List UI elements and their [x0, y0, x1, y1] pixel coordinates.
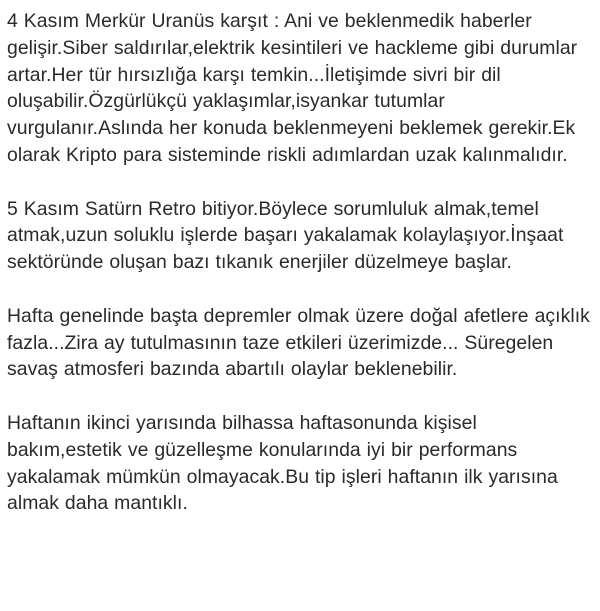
paragraph-haftanin-ikinci-yarisi: Haftanın ikinci yarısında bilhassa haftasonunda kişisel bakım,estetik ve güzelleşme konularında iyi bir performans yakalamak mümkün olmayacak.Bu tip işleri haftanın ilk yarısına almak daha mantıklı.	[7, 411, 558, 515]
paragraph-merkur-uranus: 4 Kasım Merkür Uranüs karşıt : Ani ve beklenmedik haberler gelişir.Siber saldırılar,elektrik kesintileri ve hackleme gibi durumlar artar.Her tür hırsızlığa karşı temkin...İletişimde sivri bir dil oluşabilir.Özgürlükçü yaklaşımlar,isyankar tutumlar vurgulanır.Aslında her konuda beklenmeyeni beklemek gerekir.Ek olarak Kripto para sisteminde riskli adımlardan uzak kalınmalıdır.	[7, 10, 578, 166]
paragraph-saturn-retro: 5 Kasım Satürn Retro bitiyor.Böylece sorumluluk almak,temel atmak,uzun soluklu işlerde başarı yakalamak kolaylaşıyor.İnşaat sektöründe oluşan bazı tıkanık enerjiler düzelmeye başlar.	[7, 197, 564, 274]
paragraph-dogal-afetler: Hafta genelinde başta depremler olmak üzere doğal afetlere açıklık fazla...Zira ay tutulmasının taze etkileri üzerimizde... Süregelen savaş atmosferi bazında abartılı olaylar beklenebilir.	[7, 304, 590, 381]
